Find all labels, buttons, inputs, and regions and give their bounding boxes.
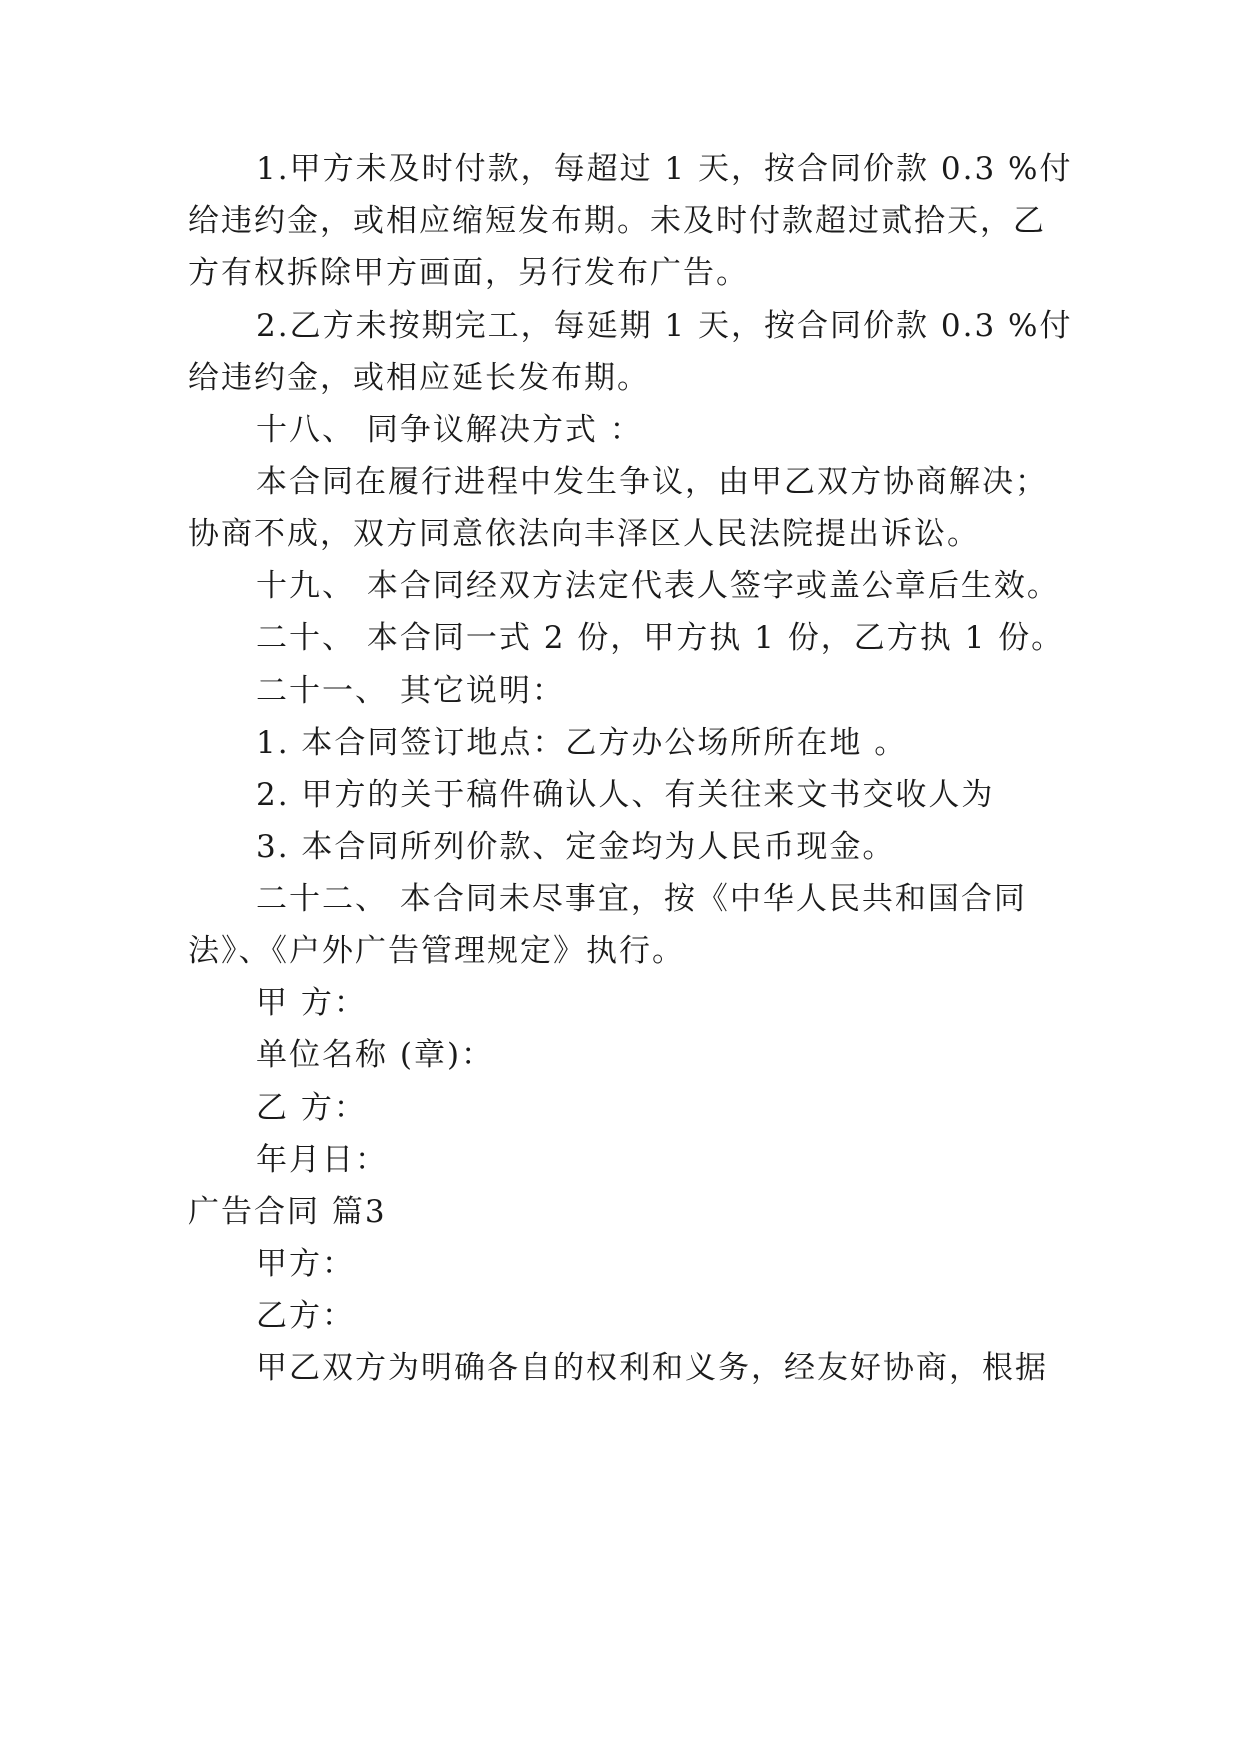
section-19: 十九、 本合同经双方法定代表人签字或盖公章后生效。 bbox=[256, 568, 1060, 604]
clause-1-line-2: 给违约金，或相应缩短发布期。未及时付款超过贰拾天，乙 bbox=[188, 203, 1046, 239]
contract-3-intro-line-1: 甲乙双方为明确各自的权利和义务，经友好协商，根据 bbox=[256, 1350, 1048, 1386]
section-18-line-2: 协商不成，双方同意依法向丰泽区人民法院提出诉讼。 bbox=[188, 516, 980, 552]
section-21-item-1: 1. 本合同签订地点：乙方办公场所所在地 。 bbox=[256, 725, 908, 761]
date-label: 年月日： bbox=[256, 1142, 388, 1178]
unit-name-label: 单位名称 (章)： bbox=[256, 1037, 495, 1073]
clause-2-line-2: 给违约金，或相应延长发布期。 bbox=[188, 360, 650, 396]
section-18-line-1: 本合同在履行进程中发生争议，由甲乙双方协商解决； bbox=[256, 464, 1048, 500]
party-a-label: 甲 方： bbox=[256, 985, 367, 1021]
section-21-item-2: 2. 甲方的关于稿件确认人、有关往来文书交收人为 bbox=[256, 777, 995, 813]
contract-3-title: 广告合同 篇3 bbox=[188, 1194, 387, 1230]
section-21-item-3: 3. 本合同所列价款、定金均为人民币现金。 bbox=[256, 829, 896, 865]
clause-1-line-3: 方有权拆除甲方画面，另行发布广告。 bbox=[188, 255, 749, 291]
clause-2-line-1: 2.乙方未按期完工，每延期 1 天，按合同价款 0.3 %付 bbox=[256, 308, 1073, 344]
clause-1-line-1: 1.甲方未及时付款，每超过 1 天，按合同价款 0.3 %付 bbox=[256, 151, 1073, 187]
section-21-heading: 二十一、 其它说明： bbox=[256, 673, 565, 709]
section-20: 二十、 本合同一式 2 份，甲方执 1 份，乙方执 1 份。 bbox=[256, 620, 1065, 656]
contract-3-party-b: 乙方： bbox=[256, 1298, 355, 1334]
section-22-line-1: 二十二、 本合同未尽事宜，按《中华人民共和国合同 bbox=[256, 881, 1027, 917]
party-b-label: 乙 方： bbox=[256, 1090, 367, 1126]
contract-3-party-a: 甲方： bbox=[256, 1246, 355, 1282]
section-22-line-2: 法》、《户外广告管理规定》执行。 bbox=[188, 933, 685, 969]
section-18-heading: 十八、 同争议解决方式 ： bbox=[256, 412, 643, 448]
